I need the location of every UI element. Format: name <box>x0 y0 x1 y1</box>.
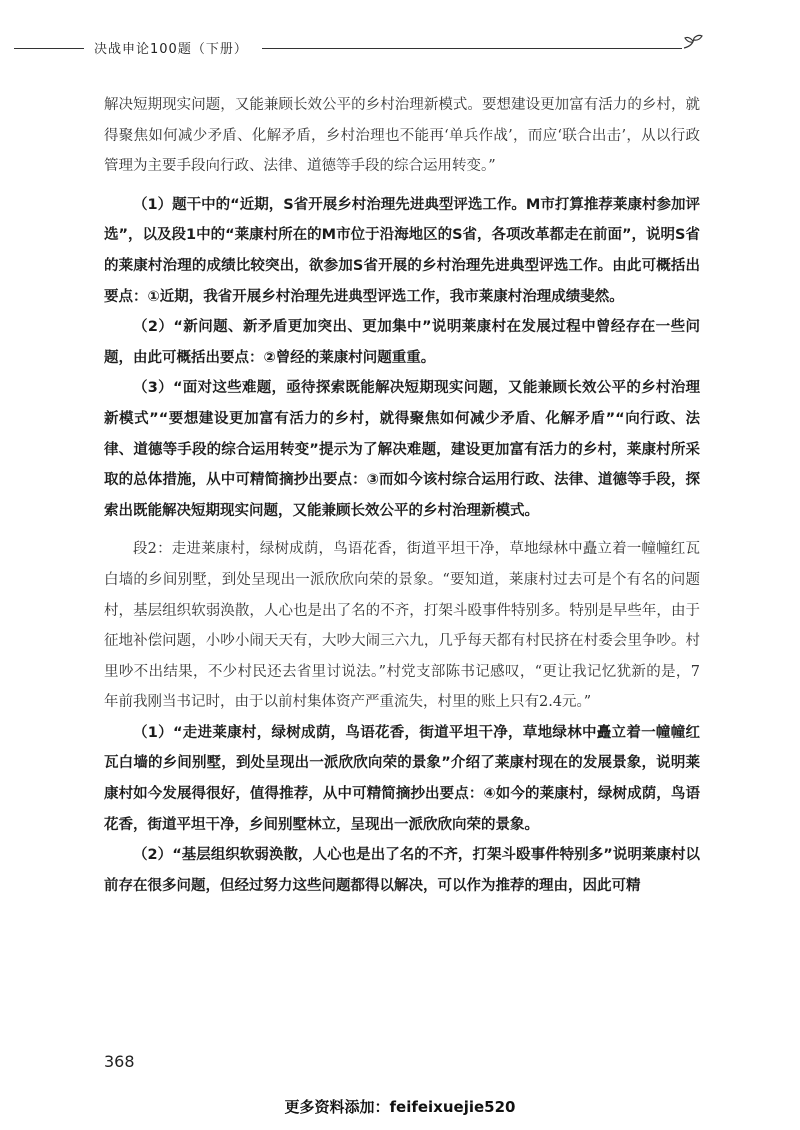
header-rule-left <box>14 48 84 49</box>
analysis-point-1: （1）题干中的“近期，S省开展乡村治理先进典型评选工作。M市打算推荐莱康村参加评选”，以及段1中的“莱康村所在的M市位于沿海地区的S省，各项改革都走在前面”，说明S省的莱康村治理的成绩比较突出，欲参加S省开展的乡村治理先进典型评选工作。由此可概括出要点：①近期，我省开展乡村治理先进典型评选工作，我市莱康村治理成绩斐然。 <box>104 196 700 305</box>
analysis-point-5: （2）“基层组织软弱涣散，人心也是出了名的不齐，打架斗殴事件特别多”说明莱康村以前存在很多问题，但经过努力这些问题都得以解决，可以作为推荐的理由，因此可精 <box>104 847 700 894</box>
material-paragraph-2: 段2：走进莱康村，绿树成荫，鸟语花香，街道平坦干净，草地绿林中矗立着一幢幢红瓦白墙的乡间别墅，到处呈现出一派欣欣向荣的景象。“要知道，莱康村过去可是个有名的问题村，基层组织软弱涣散，人心也是出了名的不齐，打架斗殴事件特别多。特别是早些年，由于征地补偿问题，小吵小闹天天有，大吵大闹三六九，几乎每天都有村民挤在村委会里争吵。村里吵不出结果，不少村民还去省里讨说法。”村党支部陈书记感叹，“更让我记忆犹新的是，7年前我刚当书记时，由于以前村集体资产严重流失，村里的账上只有2.4元。” <box>104 541 700 711</box>
footer-note: 更多资料添加：feifeixuejie520 <box>284 1098 516 1116</box>
page-body <box>104 90 700 901</box>
page-number: 368 <box>104 1052 135 1071</box>
header-rule-right <box>262 48 682 49</box>
book-title: 决战申论100题（下册） <box>94 42 248 57</box>
running-header <box>0 30 800 60</box>
analysis-point-2: （2）“新问题、新矛盾更加突出、更加集中”说明莱康村在发展过程中曾经存在一些问题，由此可概括出要点：②曾经的莱康村问题重重。 <box>104 319 700 366</box>
analysis-point-4: （1）“走进莱康村，绿树成荫，鸟语花香，街道平坦干净，草地绿林中矗立着一幢幢红瓦白墙的乡间别墅，到处呈现出一派欣欣向荣的景象”介绍了莱康村现在的发展景象，说明莱康村如今发展得很好，值得推荐，从中可精简摘抄出要点：④如今的莱康村，绿树成荫，鸟语花香，街道平坦干净，乡间别墅林立，呈现出一派欣欣向荣的景象。 <box>104 724 700 833</box>
sprout-icon <box>680 32 706 58</box>
paragraph-continuation: 解决短期现实问题，又能兼顾长效公平的乡村治理新模式。要想建设更加富有活力的乡村，就得聚焦如何减少矛盾、化解矛盾，乡村治理也不能再‘单兵作战’，而应‘联合出击’，从以行政管理为主要手段向行政、法律、道德等手段的综合运用转变。” <box>104 97 700 175</box>
analysis-point-3: （3）“面对这些难题，亟待探索既能解决短期现实问题，又能兼顾长效公平的乡村治理新模式”“要想建设更加富有活力的乡村，就得聚焦如何减少矛盾、化解矛盾”“向行政、法律、道德等手段的综合运用转变”提示为了解决难题，建设更加富有活力的乡村，莱康村所采取的总体措施，从中可精简摘抄出要点：③而如今该村综合运用行政、法律、道德等手段，探索出既能解决短期现实问题，又能兼顾长效公平的乡村治理新模式。 <box>104 380 700 519</box>
